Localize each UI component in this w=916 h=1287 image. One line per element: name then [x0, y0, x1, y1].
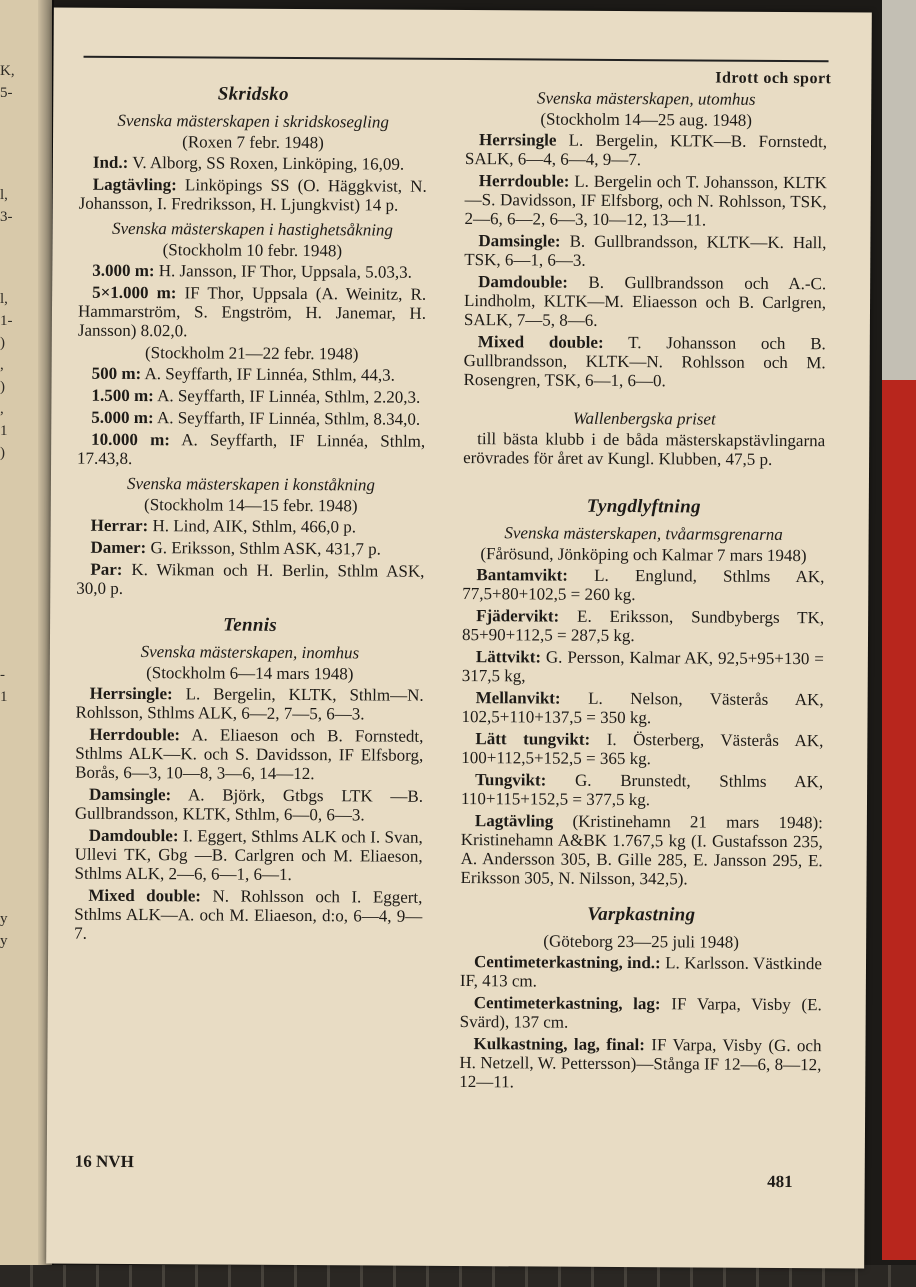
result-entry: Tungvikt: G. Brunstedt, Sthlms AK, 110+115+152,5 = 377,5 kg.: [460, 770, 824, 810]
result-entry: 1.500 m: A. Seyffarth, IF Linnéa, Sthlm, 2.20,3.: [91, 385, 421, 407]
result-entry: Lätt tungvikt: I. Österberg, Västerås AK, 100+112,5+152,5 = 365 kg.: [461, 729, 824, 769]
section-title-tennis: Tennis: [223, 614, 278, 636]
book-page: [46, 8, 872, 1269]
venue: (Stockholm 10 febr. 1948): [162, 240, 343, 261]
result-entry: Damsingle: A. Björk, Gtbgs LTK —B. Gullbrandsson, KLTK, Sthlm, 6—0, 6—3.: [74, 784, 424, 825]
subtitle: Svenska mästerskapen, utomhus: [536, 88, 756, 109]
result-entry: 500 m: A. Seyffarth, IF Linnéa, Sthlm, 44,3.: [91, 363, 395, 385]
paragraph: till bästa klubb i de båda mästerskapstävlingarna erövrades för året av Kungl. Klubben, 47,5 p.: [463, 429, 826, 469]
result-entry: 3.000 m: H. Jansson, IF Thor, Uppsala, 5.03,3.: [92, 260, 412, 282]
section-title-tyngdlyftning: Tyngdlyftning: [586, 495, 701, 518]
result-entry: Herrsingle: L. Bergelin, KLTK, Sthlm—N. Rohlsson, Sthlms ALK, 6—2, 7—5, 6—3.: [75, 683, 424, 724]
result-entry: Bantamvikt: L. Englund, Sthlms AK, 77,5+80+102,5 = 260 kg.: [462, 565, 825, 605]
result-entry: Par: K. Wikman och H. Berlin, Sthlm ASK, 30,0 p.: [76, 559, 425, 598]
venue: (Stockholm 6—14 mars 1948): [146, 663, 354, 684]
result-entry: Lagtävling (Kristinehamn 21 mars 1948): Kristinehamn A&BK 1.767,5 kg (I. Gustafsson 235, A. Andersson 305, B. Gille 285, E. Jansson 295, E. Eriksson 305, N. Nilsson, 342,5).: [460, 811, 823, 889]
background-bottom: [0, 1265, 916, 1287]
running-head: Idrott och sport: [715, 69, 832, 88]
subtitle: Svenska mästerskapen, inomhus: [140, 642, 360, 663]
result-entry: Ind.: V. Alborg, SS Roxen, Linköping, 16,09.: [92, 152, 405, 174]
background-right-top: [882, 0, 916, 380]
result-entry: Kulkastning, lag, final: IF Varpa, Visby (G. och H. Netzell, W. Pettersson)—Stånga IF 12—6, 8—12, 12—11.: [459, 1034, 822, 1092]
header-rule: [84, 56, 829, 63]
result-entry: 10.000 m: A. Seyffarth, IF Linnéa, Sthlm, 17.43,8.: [77, 429, 426, 469]
red-cover-edge: [882, 380, 916, 1260]
result-entry: Lagtävling: Linköpings SS (O. Häggkvist, N. Johansson, I. Fredriksson, H. Ljungkvist) 14 p.: [78, 174, 427, 215]
page-number: 481: [767, 1171, 793, 1192]
result-entry: Damer: G. Eriksson, Sthlm ASK, 431,7 p.: [90, 537, 382, 559]
result-entry: Mellanvikt: L. Nelson, Västerås AK, 102,5+110+137,5 = 350 kg.: [461, 688, 824, 728]
subtitle: Svenska mästerskapen i hastighetsåkning: [111, 218, 394, 240]
subtitle: Svenska mästerskapen, tvåarmsgrenarna: [504, 523, 783, 544]
result-entry: Herrdouble: A. Eliaeson och B. Fornstedt, Sthlms ALK—K. och S. Davidsson, IF Elfsborg, Borås, 6—3, 10—8, 3—6, 14—12.: [75, 724, 424, 784]
printer-signature: 16 NVH: [74, 1151, 134, 1172]
section-title-skridsko: Skridsko: [217, 83, 289, 105]
left-column: [74, 80, 427, 948]
right-column: [459, 82, 827, 1096]
result-entry: Centimeterkastning, lag: IF Varpa, Visby (E. Svärd), 137 cm.: [459, 993, 822, 1032]
left-page-text-fragments: K, 5- l, 3- l, 1- ) , ) , 1 ) - 1 y y: [0, 63, 15, 949]
result-entry: Lättvikt: G. Persson, Kalmar AK, 92,5+95+130 = 317,5 kg,: [461, 647, 824, 686]
venue: (Göteborg 23—25 juli 1948): [543, 931, 740, 952]
result-entry: Herrsingle L. Bergelin, KLTK—B. Fornstedt, SALK, 6—4, 6—4, 9—7.: [464, 130, 828, 170]
section-title-varpkastning: Varpkastning: [587, 903, 696, 926]
result-entry: Herrar: H. Lind, AIK, Sthlm, 466,0 p.: [90, 515, 357, 537]
subtitle: Svenska mästerskapen i skridskosegling: [117, 110, 389, 132]
result-entry: Herrdouble: L. Bergelin och T. Johansson, KLTK—S. Davidsson, IF Elfsborg, och N. Rohlsson, TSK, 2—6, 6—2, 6—3, 10—12, 13—11.: [464, 171, 827, 230]
venue: (Roxen 7 febr. 1948): [182, 132, 324, 153]
venue: (Fårösund, Jönköping och Kalmar 7 mars 1948): [480, 544, 807, 566]
result-entry: Damsingle: B. Gullbrandsson, KLTK—K. Hall, TSK, 6—1, 6—3.: [464, 231, 827, 270]
venue: (Stockholm 21—22 febr. 1948): [144, 343, 359, 364]
subtitle: Wallenbergska priset: [572, 408, 716, 429]
result-entry: Fjädervikt: E. Eriksson, Sundbybergs TK, 85+90+112,5 = 287,5 kg.: [461, 606, 825, 646]
result-entry: Mixed double: T. Johansson och B. Gullbrandsson, KLTK—N. Rohlsson och M. Rosengren, TSK, 6—1, 6—0.: [463, 332, 826, 391]
venue: (Stockholm 14—15 febr. 1948): [144, 495, 358, 516]
result-entry: Damdouble: B. Gullbrandsson och A.-C. Lindholm, KLTK—M. Eliaesson och B. Carlgren, SALK, 7—5, 8—6.: [463, 272, 827, 330]
subtitle: Svenska mästerskapen i konståkning: [126, 473, 375, 495]
result-entry: Mixed double: N. Rohlsson och I. Eggert, Sthlms ALK—A. och M. Eliaeson, d:o, 6—4, 9—7.: [74, 885, 423, 943]
result-entry: Damdouble: I. Eggert, Sthlms ALK och I. Svan, Ullevi TK, Gbg —B. Carlgren och M. Eliaeson, Sthlms ALK, 2—6, 6—1, 6—1.: [74, 825, 423, 884]
result-entry: 5.000 m: A. Seyffarth, IF Linnéa, Sthlm, 8.34,0.: [91, 407, 421, 429]
result-entry: 5×1.000 m: IF Thor, Uppsala (A. Weinitz, R. Hammarström, S. Engström, H. Janemar, H. Jansson) 8.02,0.: [77, 282, 427, 341]
result-entry: Centimeterkastning, ind.: L. Karlsson. Västkinde IF, 413 cm.: [459, 952, 823, 991]
venue: (Stockholm 14—25 aug. 1948): [540, 109, 752, 130]
